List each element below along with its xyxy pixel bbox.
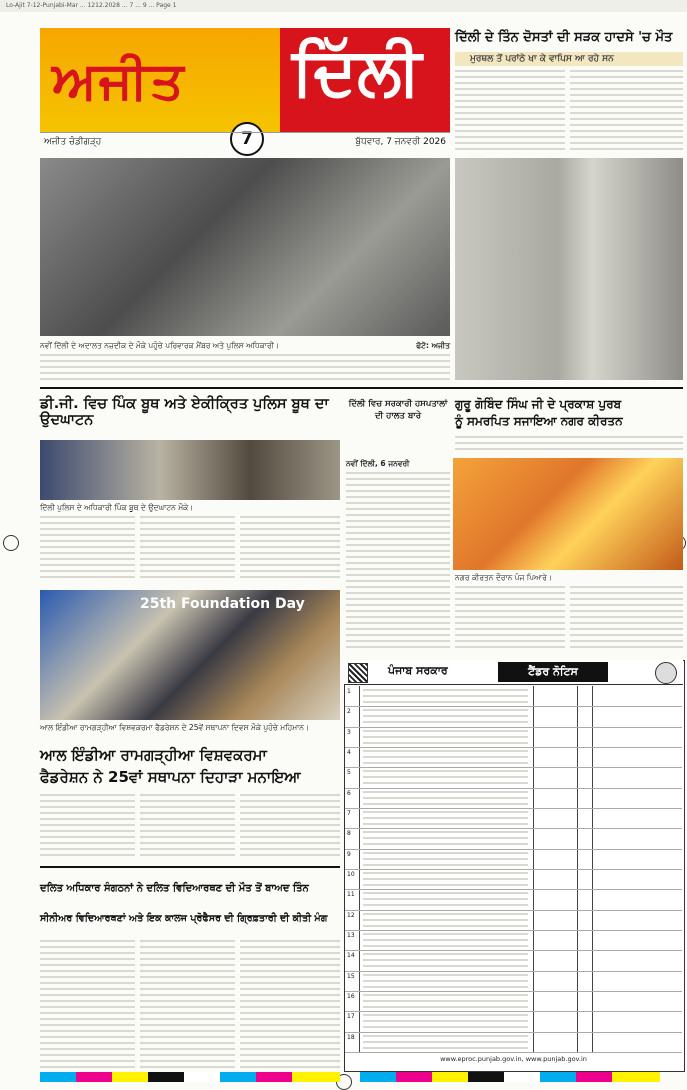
tender-row-number: 11 (347, 891, 355, 899)
dg-caption: ਦਿੱਲੀ ਪੁਲਿਸ ਦੇ ਅਧਿਕਾਰੀ ਪਿੰਕ ਬੂਥ ਦੇ ਉਦਘਾਟਨ ਮੌਕੇ। (40, 503, 194, 512)
tender-row-text (363, 1035, 528, 1049)
tender-row-text (363, 974, 528, 988)
color-calibration-bar-right (360, 1072, 660, 1082)
tender-row-text (363, 811, 528, 825)
nagar-kirtan-photo (453, 458, 683, 570)
ramgarhia-body-col2 (140, 794, 235, 860)
dalit-headline-line1: ਦਲਿਤ ਅਧਿਕਾਰ ਸੰਗਠਨਾਂ ਨੇ ਦਲਿਤ ਵਿਦਿਆਰਥਣ ਦੀ ਮੌਤ ਤੋਂ ਬਾਅਦ ਤਿੰਨ (40, 883, 309, 894)
tender-row (345, 727, 682, 748)
tender-row-text (363, 933, 528, 947)
masthead-section: ਦਿੱਲੀ (292, 32, 422, 110)
dalit-body-col3 (240, 940, 340, 1068)
tender-row-number: 5 (347, 769, 351, 777)
tender-row (345, 910, 682, 931)
punjab-govt-emblem (655, 662, 677, 684)
gurpurab-body-col2 (570, 586, 683, 652)
accident-headline: ਦਿੱਲੀ ਦੇ ਤਿੰਨ ਦੋਸਤਾਂ ਦੀ ਸੜਕ ਹਾਦਸੇ 'ਚ ਮੌਤ (455, 30, 673, 45)
gurpurab-headline-line2: ਨੂੰ ਸਮਰਪਿਤ ਸਜਾਇਆ ਨਗਰ ਕੀਰਤਨ (455, 414, 623, 428)
ramgarhia-headline (40, 744, 340, 788)
tender-row-text (363, 1014, 528, 1028)
foundation-day-banner: 25th Foundation Day (140, 596, 305, 612)
tender-row-number: 17 (347, 1013, 355, 1021)
tender-row (345, 1032, 682, 1053)
tender-row (345, 971, 682, 992)
tender-row (345, 686, 682, 707)
tender-row-text (363, 953, 528, 967)
tender-row (345, 767, 682, 788)
file-header: Lo-Ajit 7-12-Punjabi-Mar ... 1212.2028 ... 7 ... 9 ... Page 1 (0, 0, 687, 12)
tender-row-text (363, 872, 528, 886)
tender-row (345, 869, 682, 890)
tender-row (345, 808, 682, 829)
tender-row (345, 889, 682, 910)
page-number: 7 (230, 122, 264, 156)
tender-row (345, 991, 682, 1012)
section-divider (40, 387, 683, 389)
tender-row-number: 1 (347, 688, 351, 695)
tender-row-number: 2 (347, 708, 351, 716)
middle-byline: ਨਵੀਂ ਦਿੱਲੀ, 6 ਜਨਵਰੀ (346, 459, 410, 468)
gurpurab-caption: ਨਗਰ ਕੀਰਤਨ ਦੌਰਾਨ ਪੰਜ ਪਿਆਰੇ। (455, 573, 552, 582)
dg-photo (40, 440, 340, 500)
dg-body-col2 (140, 516, 235, 582)
tender-row-number: 15 (347, 972, 355, 980)
tender-url: www.eproc.punjab.gov.in, www.punjab.gov.in (440, 1055, 587, 1063)
tender-table (345, 686, 682, 1052)
tender-left-title: ਪੰਜਾਬ ਸਰਕਾਰ (388, 664, 448, 677)
gurpurab-body-top (455, 436, 683, 454)
gurpurab-headline (455, 396, 683, 430)
dg-body-col3 (240, 516, 340, 582)
tender-row-text (363, 689, 528, 703)
accident-body-col1 (455, 70, 565, 152)
qr-code (348, 663, 368, 683)
tender-row-text (363, 852, 528, 866)
top-photo-caption (40, 340, 450, 351)
color-calibration-bar (40, 1072, 340, 1082)
tender-row-number: 16 (347, 993, 355, 1000)
building-photo (455, 158, 683, 380)
tender-row-number: 13 (347, 932, 355, 939)
ramgarhia-body-col1 (40, 794, 135, 860)
tender-row-text (363, 750, 528, 764)
tender-row-text (363, 770, 528, 784)
tender-row (345, 828, 682, 849)
tender-row-number: 18 (347, 1033, 355, 1041)
dg-headline: ਡੀ.ਜੀ. ਵਿਚ ਪਿੰਕ ਬੂਥ ਅਤੇ ਏਕੀਕ੍ਰਿਤ ਪੁਲਿਸ ਬੂਥ ਦਾ ਉਦਘਾਟਨ (40, 396, 329, 428)
ramgarhia-headline-line2: ਫੈਡਰੇਸ਼ਨ ਨੇ 25ਵਾਂ ਸਥਾਪਨਾ ਦਿਹਾੜਾ ਮਨਾਇਆ (40, 768, 301, 786)
date-label: ਬੁੱਧਵਾਰ, 7 ਜਨਵਰੀ 2026 (355, 137, 446, 147)
tender-row-text (363, 913, 528, 927)
ramgarhia-caption: ਆਲ ਇੰਡੀਆ ਰਾਮਗੜ੍ਹੀਆ ਵਿਸ਼ਵਕਰਮਾ ਫੈਡਰੇਸ਼ਨ ਦੇ 25ਵੇਂ ਸਥਾਪਨਾ ਦਿਵਸ ਮੌਕੇ ਪੁਹੰਚੇ ਮਹਿਮਾਨ। (40, 723, 310, 732)
tender-row-text (363, 730, 528, 744)
tender-row-number: 14 (347, 952, 355, 960)
ramgarhia-body-col3 (240, 794, 340, 860)
accident-body-col2 (570, 70, 683, 152)
accident-subhead: ਮੁਰਥਲ ਤੋਂ ਪਰਾਂਠੇ ਖਾ ਕੇ ਵਾਪਿਸ ਆ ਰਹੇ ਸਨ (470, 54, 614, 64)
tender-row-number: 10 (347, 871, 355, 878)
dalit-body-col1 (40, 940, 135, 1068)
dalit-body-col2 (140, 940, 235, 1068)
dateline (40, 132, 450, 151)
tender-row-number: 3 (347, 728, 351, 736)
ramgarhia-headline-line1: ਆਲ ਇੰਡੀਆ ਰਾਮਗੜ੍ਹੀਆ ਵਿਸ਼ਵਕਰਮਾ (40, 746, 267, 764)
gurpurab-headline-line1: ਗੁਰੂ ਗੋਬਿੰਦ ਸਿੰਘ ਜੀ ਦੇ ਪ੍ਰਕਾਸ਼ ਪੁਰਬ (455, 397, 622, 411)
middle-body (346, 472, 450, 652)
edition-label: ਅਜੀਤ ਚੰਡੀਗੜ੍ਹ (44, 137, 102, 147)
dg-body-col1 (40, 516, 135, 582)
tender-row (345, 788, 682, 809)
foundation-day-photo (40, 590, 340, 720)
tender-row-number: 9 (347, 850, 351, 858)
tender-row-number: 8 (347, 830, 351, 838)
tender-row-text (363, 709, 528, 723)
tender-row-text (363, 831, 528, 845)
gurpurab-body-col1 (455, 586, 565, 652)
tender-row-text (363, 791, 528, 805)
tender-row (345, 1011, 682, 1032)
tender-row (345, 747, 682, 768)
photo-credit: ਫੋਟੋ: ਅਜੀਤ (416, 341, 450, 350)
tender-row-number: 6 (347, 789, 351, 797)
tender-row (345, 950, 682, 971)
tender-row-number: 4 (347, 749, 351, 756)
top-caption-body (40, 354, 450, 382)
court-photo (40, 158, 450, 336)
registration-mark-left (3, 535, 19, 551)
tender-row-number: 7 (347, 810, 351, 817)
masthead-brand: ਅਜੀਤ (52, 50, 186, 111)
tender-row (345, 706, 682, 727)
tender-row-text (363, 892, 528, 906)
dalit-headline-line2: ਸੀਨੀਅਰ ਵਿਦਿਆਰਥਣਾਂ ਅਤੇ ਇਕ ਕਾਲਜ ਪ੍ਰੋਫੈਸਰ ਦੀ ਗ੍ਰਿਫ਼ਤਾਰੀ ਦੀ ਕੀਤੀ ਮੰਗ (40, 913, 328, 924)
tender-row-text (363, 994, 528, 1008)
tender-row (345, 930, 682, 951)
dalit-headline (40, 874, 340, 934)
tender-row (345, 849, 682, 870)
middle-headline: ਦਿੱਲੀ ਵਿਚ ਸਰਕਾਰੀ ਹਸਪਤਾਲਾਂ ਦੀ ਹਾਲਤ ਬਾਰੇ (348, 399, 448, 421)
top-photo-caption-text: ਨਵੀਂ ਦਿੱਲੀ ਦੇ ਅਦਾਲਤ ਨਜ਼ਦੀਕ ਦੇ ਮੌਕੇ ਪਹੁੰਚੇ ਪਰਿਵਾਰਕ ਮੈਂਬਰ ਅਤੇ ਪੁਲਿਸ ਅਧਿਕਾਰੀ। (40, 341, 279, 350)
dalit-divider (40, 866, 340, 868)
tender-right-title: ਟੈਂਡਰ ਨੋਟਿਸ (498, 662, 608, 682)
tender-row-number: 12 (347, 911, 355, 919)
